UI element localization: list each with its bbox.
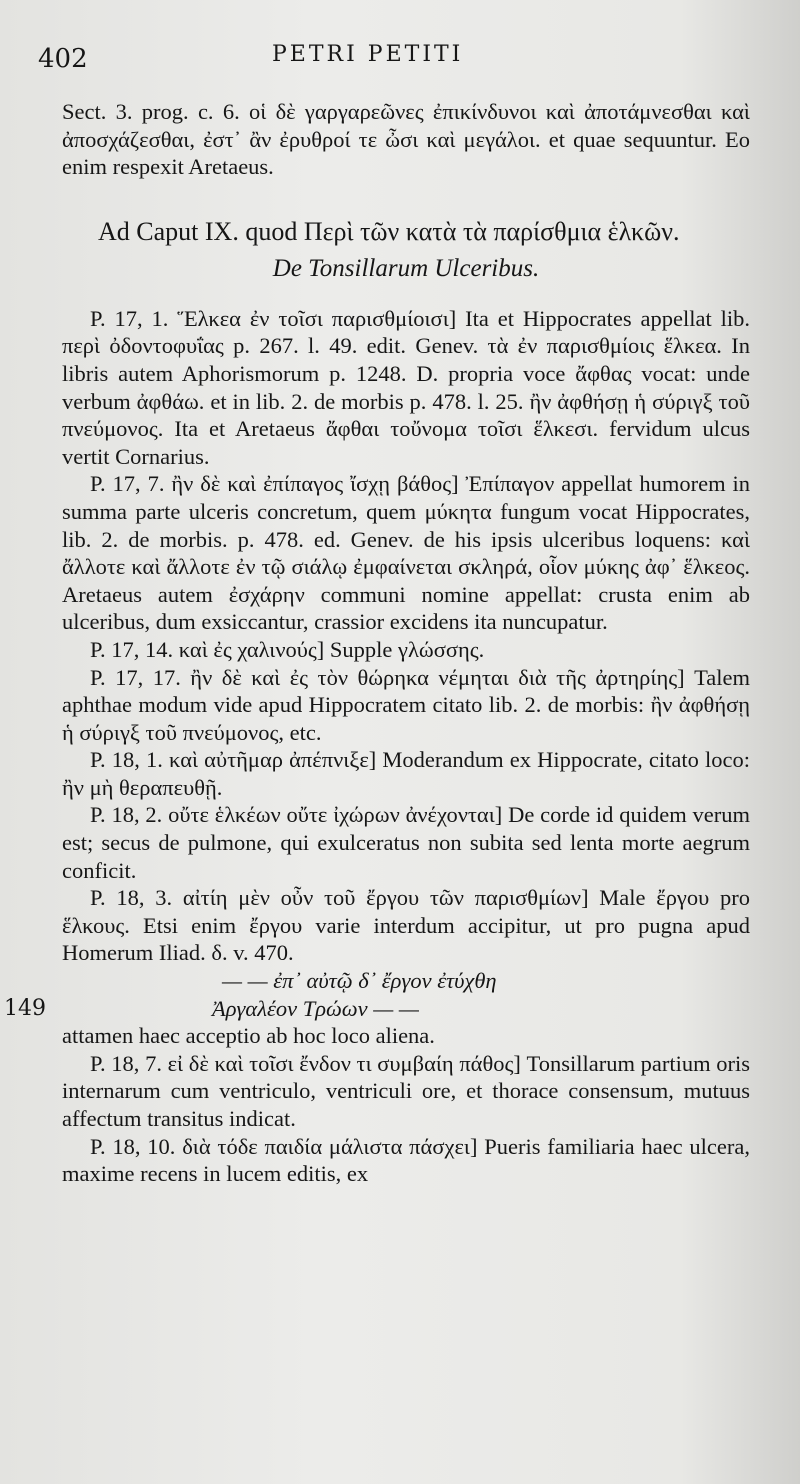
- note-paragraph: P. 18, 1. καὶ αὐτῆμαρ ἀπέπνιξε] Moderandum ex Hippocrate, citato loco: ἢν μὴ θεραπευθῇ.: [62, 747, 750, 800]
- body-text: [62, 98, 750, 1188]
- note-paragraph: P. 18, 2. οὔτε ἑλκέων οὔτε ἰχώρων ἀνέχονται] De corde id quidem verum est; secus de pulmone, qui exulceratus non subita sed lenta morte aegrum conficit.: [62, 802, 750, 883]
- note-paragraph: P. 18, 3. αἰτίη μὲν οὖν τοῦ ἔργου τῶν παρισθμίων] Male ἔργου pro ἕλκους. Etsi enim ἔργου varie interdum accipitur, ut pro pugna apud Homerum Iliad. δ. v. 470.: [62, 885, 750, 966]
- chapter-subheading: De Tonsillarum Ulceribus.: [272, 254, 540, 282]
- intro-paragraph: Sect. 3. prog. c. 6. οἱ δὲ γαργαρεῶνες ἐπικίνδυνοι καὶ ἀποτάμνεσθαι καὶ ἀποσχάζεσθαι, ἐστ᾽ ἂν ἐρυθροί τε ὦσι καὶ μεγάλοι. et quae sequuntur. Eo enim respexit Aretaeus.: [62, 99, 750, 180]
- page-number: 402: [38, 44, 88, 74]
- note-paragraph: P. 18, 7. εἰ δὲ καὶ τοῖσι ἔνδον τι συμβαίη πάθος] Tonsillarum partium oris internarum cum ventriculo, ventriculi ore, et thorace consensum, mutuus affectum transitus indicat.: [62, 1050, 750, 1131]
- chapter-heading: Ad Caput IX. quod Περὶ τῶν κατὰ τὰ παρίσθμια ἑλκῶν.: [98, 216, 680, 246]
- margin-note: 149: [4, 996, 46, 1021]
- verse-line: — — ἐπ᾽ αὐτῷ δ᾽ ἔργον ἐτύχθη: [222, 968, 497, 994]
- verse-line: Ἀργαλέον Τρώων — —: [212, 995, 419, 1021]
- note-paragraph: P. 17, 17. ἢν δὲ καὶ ἐς τὸν θώρηκα νέμηται διὰ τῆς ἀρτηρίης] Talem aphthae modum vide apud Hippocratem citato lib. 2. de morbis: ἢν ἀφθήσῃ ἡ σύριγξ τοῦ πνεύμονος, etc.: [62, 664, 750, 745]
- page-header: [0, 38, 800, 78]
- running-title: PETRI PETITI: [272, 42, 464, 67]
- note-paragraph: P. 17, 14. καὶ ἐς χαλινούς] Supple γλώσσης.: [90, 636, 485, 662]
- note-paragraph: P. 18, 10. διὰ τόδε παιδία μάλιστα πάσχει] Pueris familiaria haec ulcera, maxime recens in lucem editis, ex: [62, 1133, 750, 1187]
- note-paragraph: P. 17, 7. ἢν δὲ καὶ ἐπίπαγος ἴσχῃ βάθος] Ἐπίπαγον appellat humorem in summa parte ulceris concretum, quem μύκητα fungum vocat Hippocrates, lib. 2. de morbis. p. 478. ed. Genev. de his ipsis ulceribus loquens: καὶ ἄλλοτε καὶ ἄλλοτε ἐν τῷ σιάλῳ ἐμφαίνεται σκληρά, οἷον μύκης ἀφ᾽ ἕλκεος. Aretaeus autem ἐσχάρην communi nomine appellat: crusta enim ab ulceribus, dum exsiccantur, crassior excidens ita nuncupatur.: [62, 471, 750, 635]
- note-paragraph: P. 17, 1. Ἕλκεα ἐν τοῖσι παρισθμίοισι] Ita et Hippocrates appellat lib. περὶ ὀδοντοφυΐας p. 267. l. 49. edit. Genev. τὰ ἐν παρισθμίοις ἕλκεα. In libris autem Aphorismorum p. 1248. D. propria voce ἄφθας vocat: unde verbum ἀφθάω. et in lib. 2. de morbis p. 478. l. 25. ἢν ἀφθήσῃ ἡ σύριγξ τοῦ πνεύμονος. Ita et Aretaeus ἄφθαι τοὔνομα τοῖσι ἕλκεσι. fervidum ulcus vertit Cornarius.: [62, 305, 750, 469]
- after-verse-text: attamen haec acceptio ab hoc loco aliena.: [62, 1023, 435, 1049]
